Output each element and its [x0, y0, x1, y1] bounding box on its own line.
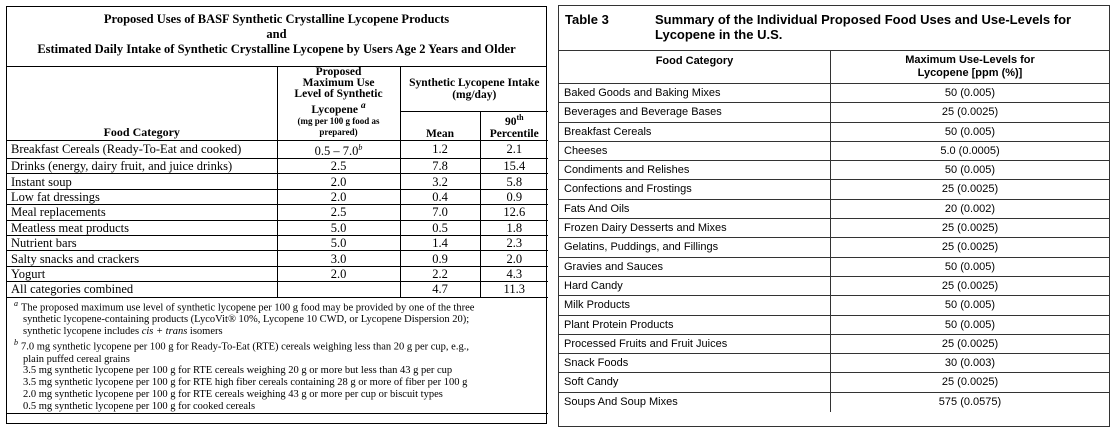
table-row: [559, 200, 1109, 219]
use-level-cell: 20 (0.002): [944, 202, 996, 215]
food-category-cell: Breakfast Cereals (Ready-To-Eat and cooked): [7, 140, 277, 158]
header-synthetic-intake: Synthetic Lycopene Intake (mg/day): [400, 67, 548, 112]
use-level-cell: 50 (0.005): [944, 318, 996, 331]
food-category-cell: Soft Candy: [559, 373, 831, 391]
mean-cell: 0.9: [400, 251, 480, 266]
header-mean: Mean: [400, 112, 480, 141]
footnotes: $^a$ The proposed maximum use level of synthetic lycopene per 100 g food may be provided by one of the three synthetic lycopene-containing products (LycoVit® 10%, Lycopene 10 CWD, or Lycopene Dispersion 20); synthetic lycopene includes cis + trans isomers $^b$ 7.0 mg synthetic lycopene per 100 g for Ready-To-Eat (RTE) cereals weighing less than 20 g per cup, e.g., plain puffed cereal grains 3.5 mg synthetic lycopene per 100 g for RTE cereals weighing 20 g or more but less than 43 g per cup 3.5 mg synthetic lycopene per 100 g for RTE high fiber cereals containing 28 g or more of fiber per 100 g 2.0 mg synthetic lycopene per 100 g for RTE cereals weighing 43 g or more per cup or biscuit types 0.5 mg synthetic lycopene per 100 g for cooked cereals: [7, 297, 548, 413]
table-row: [7, 140, 548, 158]
basf-lycopene-table: [6, 6, 547, 424]
use-level-cell: 25 (0.0025): [941, 337, 999, 350]
p90-cell: 2.3: [480, 235, 548, 250]
food-category-cell: Baked Goods and Baking Mixes: [559, 84, 831, 102]
food-category-cell: Processed Fruits and Fruit Juices: [559, 335, 831, 353]
food-category-cell: Gravies and Sauces: [559, 258, 831, 276]
food-category-cell: Cheeses: [559, 142, 831, 160]
table-row: [7, 251, 548, 266]
table-row: [7, 235, 548, 250]
table-row: [7, 266, 548, 281]
mean-cell: 0.5: [400, 220, 480, 235]
table-row: [559, 335, 1109, 354]
table-row: [7, 174, 548, 189]
use-level-cell: 50 (0.005): [944, 299, 996, 312]
food-category-cell: Meal replacements: [7, 205, 277, 220]
max-use-cell: 5.0: [277, 220, 400, 235]
mean-cell: 2.2: [400, 266, 480, 281]
max-use-cell: 5.0: [277, 235, 400, 250]
footnote-a: $^a$ The proposed maximum use level of synthetic lycopene per 100 g food may be provided by one of the three: [14, 298, 475, 313]
table-row: [559, 142, 1109, 161]
use-level-cell: 50 (0.005): [944, 125, 996, 138]
max-use-cell: 2.5: [277, 205, 400, 220]
table-row: [559, 296, 1109, 315]
max-use-cell: 0.5 – 7.0$^b$: [277, 140, 400, 158]
mean-cell: 1.2: [400, 140, 480, 158]
table-row: [559, 277, 1109, 296]
food-category-cell: Milk Products: [559, 296, 831, 314]
header-max-use-levels: Maximum Use-Levels for Lycopene [ppm (%)]: [905, 54, 1035, 79]
table-row: [559, 393, 1109, 412]
right-table-header: [559, 51, 1109, 84]
header-max-use-level: Proposed Maximum Use Level of Synthetic Lycopene $^a$ (mg per 100 g food as prepared): [277, 67, 400, 140]
left-table-title: [7, 7, 546, 67]
food-category-cell: Plant Protein Products: [559, 316, 831, 334]
mean-cell: 1.4: [400, 235, 480, 250]
max-use-cell: 2.0: [277, 266, 400, 281]
mean-cell: 7.0: [400, 205, 480, 220]
p90-cell: 5.8: [480, 174, 548, 189]
table-row: [7, 220, 548, 235]
use-level-cell: 50 (0.005): [944, 87, 996, 99]
food-category-cell: Gelatins, Puddings, and Fillings: [559, 238, 831, 256]
food-category-cell: Confections and Frostings: [559, 180, 831, 198]
intake-table-body: [7, 140, 548, 297]
food-category-cell: Hard Candy: [559, 277, 831, 295]
table-row: [559, 161, 1109, 180]
table-row: [559, 123, 1109, 142]
food-category-cell: Soups And Soup Mixes: [559, 393, 831, 412]
use-level-cell: 25 (0.0025): [941, 183, 999, 196]
food-category-cell: Frozen Dairy Desserts and Mixes: [559, 219, 831, 237]
use-level-cell: 575 (0.0575): [938, 395, 1002, 408]
header-food-category: Food Category: [7, 67, 277, 140]
food-category-cell: Meatless meat products: [7, 220, 277, 235]
p90-cell: 4.3: [480, 266, 548, 281]
p90-cell: 1.8: [480, 220, 548, 235]
table-row: [7, 282, 548, 297]
p90-cell: 15.4: [480, 158, 548, 173]
mean-cell: 7.8: [400, 158, 480, 173]
table-row: [7, 205, 548, 220]
header-90th-percentile: 90th Percentile: [480, 112, 548, 141]
food-category-cell: Condiments and Relishes: [559, 161, 831, 179]
use-level-cell: 30 (0.003): [944, 357, 996, 370]
table-row: [559, 258, 1109, 277]
use-level-cell: 25 (0.0025): [941, 106, 999, 119]
food-category-cell: Fats And Oils: [559, 200, 831, 218]
use-level-cell: 50 (0.005): [944, 164, 996, 177]
food-category-cell: Salty snacks and crackers: [7, 251, 277, 266]
table-row: [559, 103, 1109, 122]
max-use-cell: 2.0: [277, 174, 400, 189]
intake-table: [7, 67, 548, 414]
p90-cell: 2.0: [480, 251, 548, 266]
p90-cell: 2.1: [480, 140, 548, 158]
footnote-b: $^b$ 7.0 mg synthetic lycopene per 100 g for Ready-To-Eat (RTE) cereals weighing less than 20 g per cup, e.g.,: [14, 338, 469, 353]
table-3-use-levels: [558, 5, 1110, 427]
table-row: [559, 219, 1109, 238]
table-row: [559, 316, 1109, 335]
use-level-cell: 5.0 (0.0005): [940, 144, 1000, 157]
food-category-cell: Instant soup: [7, 174, 277, 189]
use-level-cell: 25 (0.0025): [941, 241, 999, 254]
header-food-category: Food Category: [559, 51, 831, 83]
use-level-cell: 25 (0.0025): [941, 279, 999, 292]
max-use-cell: [277, 282, 400, 297]
table-row: [559, 84, 1109, 103]
food-category-cell: Snack Foods: [559, 354, 831, 372]
mean-cell: 3.2: [400, 174, 480, 189]
table-row: [7, 189, 548, 204]
food-category-cell: All categories combined: [7, 282, 277, 297]
use-level-cell: 50 (0.005): [944, 260, 996, 273]
use-level-cell: 25 (0.0025): [941, 222, 999, 235]
food-category-cell: Nutrient bars: [7, 235, 277, 250]
table-caption: Summary of the Individual Proposed Food Uses and Use-Levels for Lycopene in the U.S.: [655, 12, 1072, 42]
food-category-cell: Low fat dressings: [7, 189, 277, 204]
table-row: [559, 180, 1109, 199]
p90-cell: 11.3: [480, 282, 548, 297]
food-category-cell: Drinks (energy, dairy fruit, and juice drinks): [7, 158, 277, 173]
mean-cell: 4.7: [400, 282, 480, 297]
table-number: Table 3: [565, 12, 609, 27]
p90-cell: 0.9: [480, 189, 548, 204]
left-title-line2: and: [266, 27, 287, 41]
left-title-line3: Estimated Daily Intake of Synthetic Crystalline Lycopene by Users Age 2 Years and Older: [37, 42, 516, 56]
mean-cell: 0.4: [400, 189, 480, 204]
p90-cell: 12.6: [480, 205, 548, 220]
max-use-cell: 2.5: [277, 158, 400, 173]
food-category-cell: Breakfast Cereals: [559, 123, 831, 141]
left-title-line1: Proposed Uses of BASF Synthetic Crystalline Lycopene Products: [103, 12, 450, 26]
table-row: [559, 238, 1109, 257]
right-table-body: [559, 84, 1109, 412]
table-row: [559, 373, 1109, 392]
table-row: [559, 354, 1109, 373]
max-use-cell: 2.0: [277, 189, 400, 204]
use-level-cell: 25 (0.0025): [941, 376, 999, 389]
food-category-cell: Beverages and Beverage Bases: [559, 103, 831, 121]
max-use-cell: 3.0: [277, 251, 400, 266]
table-row: [7, 158, 548, 173]
food-category-cell: Yogurt: [7, 266, 277, 281]
right-table-title: [559, 6, 1109, 51]
